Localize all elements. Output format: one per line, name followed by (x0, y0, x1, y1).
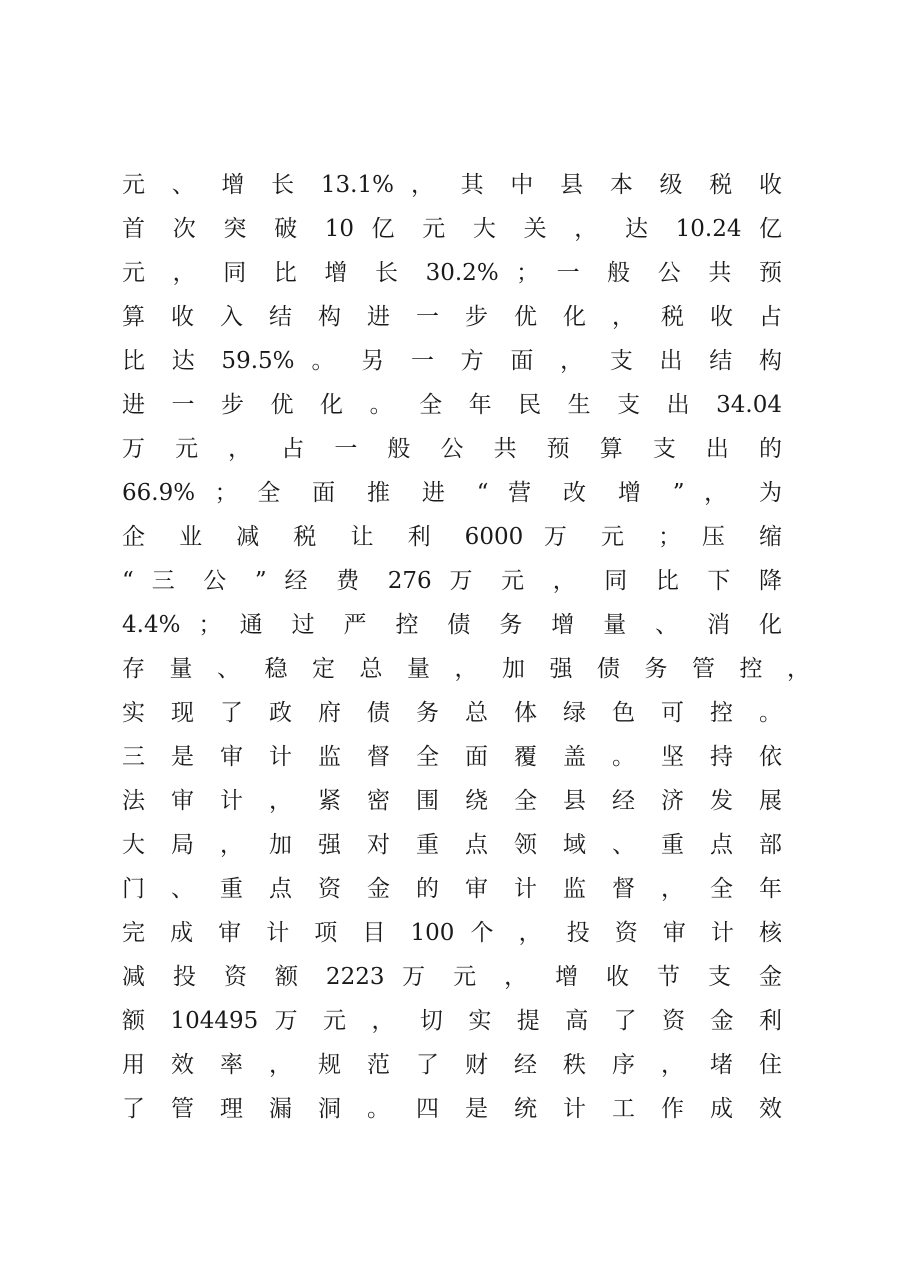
text-line: 66.9% ； 全 面 推 进 “ 营 改 增 ” ， 为 (122, 480, 782, 506)
text-line: 额 104495 万 元 ， 切 实 提 高 了 资 金 利 (122, 1008, 782, 1034)
text-line: 进 一 步 优 化 。 全 年 民 生 支 出 34.04 (122, 392, 782, 418)
text-line: 比 达 59.5% 。 另 一 方 面 ， 支 出 结 构 (122, 348, 782, 374)
text-line: 了 管 理 漏 洞 。 四 是 统 计 工 作 成 效 (122, 1096, 782, 1122)
text-line: 4.4% ； 通 过 严 控 债 务 增 量 、 消 化 (122, 612, 782, 638)
text-line: 完 成 审 计 项 目 100 个 ， 投 资 审 计 核 (122, 920, 782, 946)
text-line: 门 、 重 点 资 金 的 审 计 监 督 ， 全 年 (122, 876, 782, 902)
text-line: 企 业 减 税 让 利 6000 万 元 ； 压 缩 (122, 524, 782, 550)
text-line: 三 是 审 计 监 督 全 面 覆 盖 。 坚 持 依 (122, 744, 782, 770)
text-line: 法 审 计 ， 紧 密 围 绕 全 县 经 济 发 展 (122, 788, 782, 814)
text-line: 减 投 资 额 2223 万 元 ， 增 收 节 支 金 (122, 964, 783, 990)
text-line: 算 收 入 结 构 进 一 步 优 化 ， 税 收 占 (122, 304, 782, 330)
text-line: 存 量 、 稳 定 总 量 ， 加 强 债 务 管 控 ， (122, 656, 810, 682)
text-line: 大 局 ， 加 强 对 重 点 领 域 、 重 点 部 (122, 832, 782, 858)
text-line: 首 次 突 破 10 亿 元 大 关 ， 达 10.24 亿 (122, 216, 782, 242)
text-line: 用 效 率 ， 规 范 了 财 经 秩 序 ， 堵 住 (122, 1052, 782, 1078)
text-line: 元 ， 同 比 增 长 30.2% ； 一 般 公 共 预 (122, 260, 782, 286)
text-line: “ 三 公 ” 经 费 276 万 元 ， 同 比 下 降 (122, 568, 782, 594)
text-line: 万 元 ， 占 一 般 公 共 预 算 支 出 的 (122, 436, 782, 462)
text-line: 实 现 了 政 府 债 务 总 体 绿 色 可 控 。 (122, 700, 782, 726)
text-line: 元 、 增 长 13.1% ， 其 中 县 本 级 税 收 (122, 172, 782, 198)
